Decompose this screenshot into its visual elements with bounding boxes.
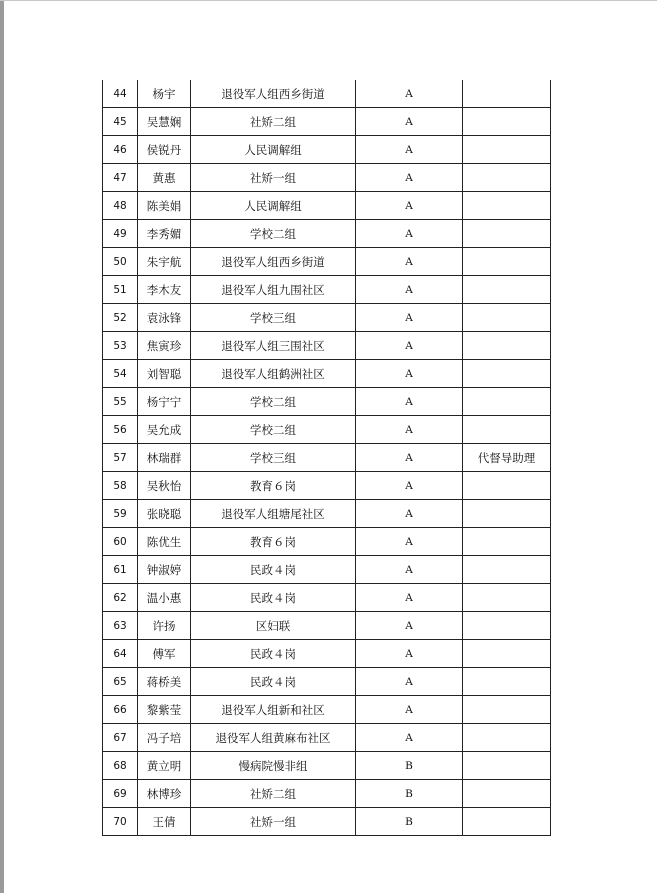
cell-unit: 社矫二组 — [191, 780, 356, 808]
cell-name: 蒋桥美 — [138, 668, 191, 696]
cell-unit: 区妇联 — [191, 612, 356, 640]
cell-unit: 人民调解组 — [191, 136, 356, 164]
table-row — [103, 724, 551, 752]
table-row — [103, 500, 551, 528]
cell-name: 袁泳锋 — [138, 304, 191, 332]
cell-number: 50 — [103, 248, 138, 276]
cell-unit: 学校二组 — [191, 220, 356, 248]
cell-grade: A — [356, 472, 463, 500]
cell-note — [463, 500, 551, 528]
cell-number: 55 — [103, 388, 138, 416]
cell-name: 刘智聪 — [138, 360, 191, 388]
cell-number: 68 — [103, 752, 138, 780]
cell-name: 陈优生 — [138, 528, 191, 556]
cell-note — [463, 556, 551, 584]
cell-note — [463, 416, 551, 444]
table-row — [103, 668, 551, 696]
cell-unit: 人民调解组 — [191, 192, 356, 220]
cell-unit: 学校三组 — [191, 304, 356, 332]
cell-number: 49 — [103, 220, 138, 248]
table-row — [103, 304, 551, 332]
cell-unit: 社矫一组 — [191, 164, 356, 192]
table-row — [103, 416, 551, 444]
cell-note — [463, 136, 551, 164]
table-row — [103, 136, 551, 164]
cell-unit: 社矫一组 — [191, 808, 356, 836]
cell-note — [463, 528, 551, 556]
cell-name: 傅军 — [138, 640, 191, 668]
cell-number: 61 — [103, 556, 138, 584]
cell-grade: A — [356, 584, 463, 612]
cell-grade: A — [356, 724, 463, 752]
cell-grade: A — [356, 556, 463, 584]
cell-unit: 退役军人组西乡街道 — [191, 80, 356, 108]
cell-unit: 退役军人组黄麻布社区 — [191, 724, 356, 752]
cell-unit: 学校二组 — [191, 388, 356, 416]
table-row — [103, 752, 551, 780]
cell-grade: A — [356, 612, 463, 640]
cell-unit: 退役军人组九围社区 — [191, 276, 356, 304]
cell-name: 朱宇航 — [138, 248, 191, 276]
cell-number: 48 — [103, 192, 138, 220]
cell-number: 67 — [103, 724, 138, 752]
cell-number: 57 — [103, 444, 138, 472]
table-row — [103, 584, 551, 612]
cell-grade: A — [356, 668, 463, 696]
table-row — [103, 80, 551, 108]
cell-unit: 退役军人组鹤洲社区 — [191, 360, 356, 388]
cell-note — [463, 304, 551, 332]
table-row — [103, 192, 551, 220]
cell-name: 吴秋怡 — [138, 472, 191, 500]
cell-number: 69 — [103, 780, 138, 808]
table-row — [103, 808, 551, 836]
cell-grade: A — [356, 248, 463, 276]
cell-name: 吴允成 — [138, 416, 191, 444]
cell-name: 杨宇 — [138, 80, 191, 108]
document-page — [4, 1, 657, 893]
cell-name: 王倩 — [138, 808, 191, 836]
cell-grade: A — [356, 696, 463, 724]
cell-note — [463, 724, 551, 752]
table-row — [103, 360, 551, 388]
cell-name: 李秀媚 — [138, 220, 191, 248]
cell-grade: A — [356, 640, 463, 668]
cell-name: 林博珍 — [138, 780, 191, 808]
cell-unit: 民政４岗 — [191, 556, 356, 584]
cell-note — [463, 808, 551, 836]
cell-number: 46 — [103, 136, 138, 164]
cell-grade: A — [356, 192, 463, 220]
cell-name: 杨宁宁 — [138, 388, 191, 416]
cell-grade: A — [356, 416, 463, 444]
cell-grade: A — [356, 136, 463, 164]
cell-name: 张晓聪 — [138, 500, 191, 528]
cell-name: 钟淑婷 — [138, 556, 191, 584]
roster-table-body — [103, 80, 551, 836]
cell-name: 黎紫莹 — [138, 696, 191, 724]
cell-name: 许扬 — [138, 612, 191, 640]
cell-grade: A — [356, 388, 463, 416]
cell-number: 63 — [103, 612, 138, 640]
cell-unit: 民政４岗 — [191, 640, 356, 668]
cell-note — [463, 584, 551, 612]
table-row — [103, 276, 551, 304]
cell-name: 温小惠 — [138, 584, 191, 612]
cell-number: 56 — [103, 416, 138, 444]
cell-note — [463, 332, 551, 360]
cell-number: 54 — [103, 360, 138, 388]
cell-grade: A — [356, 164, 463, 192]
cell-grade: A — [356, 304, 463, 332]
cell-name: 吴慧娴 — [138, 108, 191, 136]
cell-name: 李木友 — [138, 276, 191, 304]
cell-number: 60 — [103, 528, 138, 556]
cell-note — [463, 696, 551, 724]
cell-note: 代督导助理 — [463, 444, 551, 472]
cell-unit: 社矫二组 — [191, 108, 356, 136]
cell-grade: A — [356, 276, 463, 304]
cell-grade: A — [356, 500, 463, 528]
table-row — [103, 164, 551, 192]
cell-grade: A — [356, 220, 463, 248]
cell-note — [463, 640, 551, 668]
cell-name: 黄惠 — [138, 164, 191, 192]
table-row — [103, 220, 551, 248]
cell-grade: B — [356, 808, 463, 836]
cell-note — [463, 164, 551, 192]
table-row — [103, 612, 551, 640]
cell-unit: 退役军人组塘尾社区 — [191, 500, 356, 528]
cell-note — [463, 276, 551, 304]
cell-name: 冯子培 — [138, 724, 191, 752]
cell-number: 66 — [103, 696, 138, 724]
cell-unit: 民政４岗 — [191, 668, 356, 696]
cell-number: 64 — [103, 640, 138, 668]
cell-grade: A — [356, 444, 463, 472]
cell-note — [463, 220, 551, 248]
cell-grade: A — [356, 360, 463, 388]
cell-unit: 学校二组 — [191, 416, 356, 444]
cell-grade: A — [356, 332, 463, 360]
cell-name: 焦寅珍 — [138, 332, 191, 360]
cell-number: 45 — [103, 108, 138, 136]
cell-note — [463, 248, 551, 276]
table-row — [103, 248, 551, 276]
cell-unit: 教育６岗 — [191, 528, 356, 556]
cell-note — [463, 388, 551, 416]
table-row — [103, 556, 551, 584]
cell-name: 黄立明 — [138, 752, 191, 780]
cell-note — [463, 668, 551, 696]
cell-number: 52 — [103, 304, 138, 332]
cell-unit: 学校三组 — [191, 444, 356, 472]
cell-note — [463, 752, 551, 780]
cell-note — [463, 612, 551, 640]
cell-grade: A — [356, 528, 463, 556]
cell-grade: A — [356, 80, 463, 108]
cell-number: 70 — [103, 808, 138, 836]
cell-note — [463, 360, 551, 388]
cell-unit: 退役军人组三围社区 — [191, 332, 356, 360]
cell-unit: 教育６岗 — [191, 472, 356, 500]
cell-grade: A — [356, 108, 463, 136]
cell-number: 51 — [103, 276, 138, 304]
cell-name: 陈美娟 — [138, 192, 191, 220]
cell-unit: 慢病院慢非组 — [191, 752, 356, 780]
cell-number: 59 — [103, 500, 138, 528]
cell-number: 65 — [103, 668, 138, 696]
cell-note — [463, 192, 551, 220]
table-row — [103, 696, 551, 724]
table-row — [103, 640, 551, 668]
table-row — [103, 780, 551, 808]
cell-name: 侯锐丹 — [138, 136, 191, 164]
cell-unit: 民政４岗 — [191, 584, 356, 612]
table-row — [103, 388, 551, 416]
table-row — [103, 444, 551, 472]
table-row — [103, 108, 551, 136]
table-row — [103, 528, 551, 556]
table-row — [103, 332, 551, 360]
cell-note — [463, 108, 551, 136]
table-row — [103, 472, 551, 500]
cell-number: 58 — [103, 472, 138, 500]
cell-unit: 退役军人组新和社区 — [191, 696, 356, 724]
cell-number: 62 — [103, 584, 138, 612]
roster-table — [102, 80, 551, 836]
cell-note — [463, 472, 551, 500]
cell-note — [463, 780, 551, 808]
cell-unit: 退役军人组西乡街道 — [191, 248, 356, 276]
cell-number: 44 — [103, 80, 138, 108]
cell-number: 47 — [103, 164, 138, 192]
cell-number: 53 — [103, 332, 138, 360]
cell-name: 林瑞群 — [138, 444, 191, 472]
cell-grade: B — [356, 780, 463, 808]
cell-note — [463, 80, 551, 108]
cell-grade: B — [356, 752, 463, 780]
